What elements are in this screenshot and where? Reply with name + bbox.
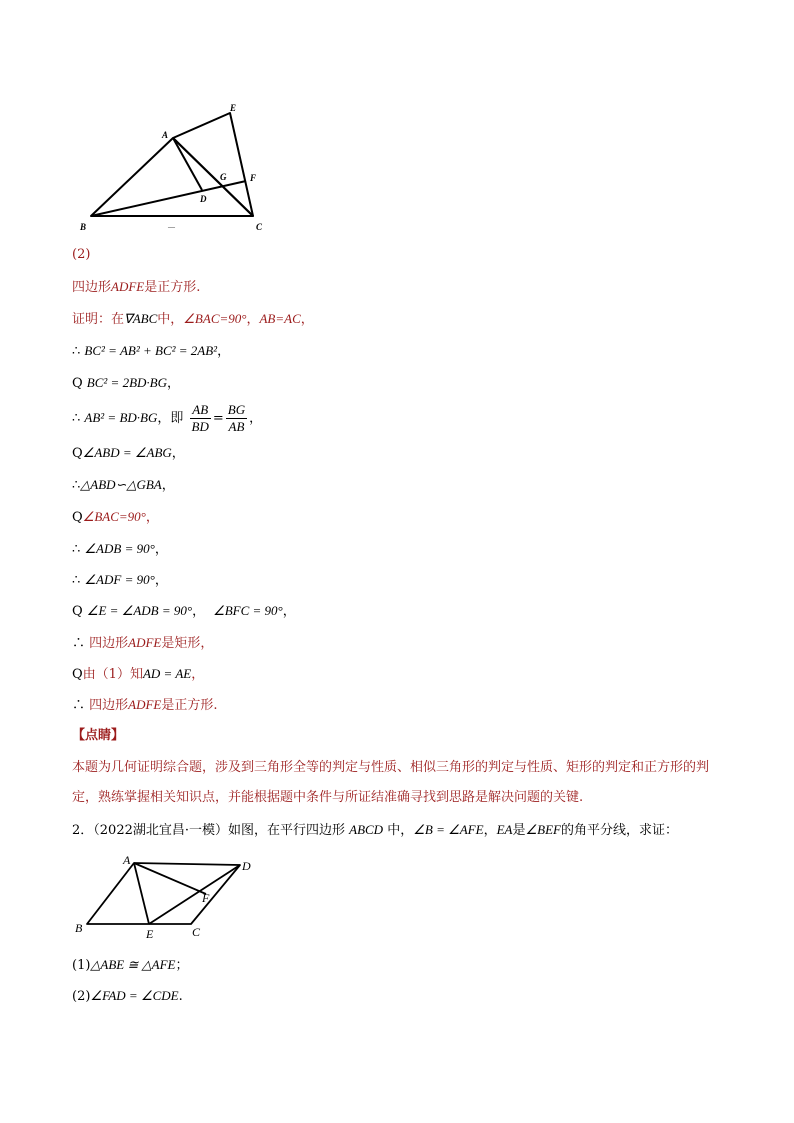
fig1-label-b: B — [80, 222, 87, 232]
step-12-prefix: ∴ — [72, 698, 90, 713]
step-10-var: ADFE — [128, 635, 162, 650]
step-7-prefix: ∴ — [72, 542, 85, 557]
problem-2-mid-1: 中， — [383, 823, 414, 838]
step-4 — [72, 445, 185, 462]
step-8-math: ∠ADF = 90° — [84, 572, 155, 587]
step-3 — [72, 400, 262, 437]
q1-end: ； — [175, 958, 189, 973]
fig1-base-mark: — — [168, 223, 175, 231]
step-7 — [72, 541, 168, 558]
claim-suffix: 是正方形. — [144, 280, 201, 295]
step-3-prefix: ∴ — [72, 411, 85, 426]
claim-line — [72, 279, 200, 296]
fig2-label-e: E — [146, 927, 154, 941]
fig2-label-b: B — [75, 921, 83, 935]
step-9 — [72, 603, 296, 620]
step-11-prefix: Q — [72, 667, 83, 682]
step-10-text: 四边形 — [89, 636, 129, 651]
fraction-2-numerator: BG — [227, 402, 246, 417]
problem-2-stem — [72, 822, 678, 839]
claim-var: ADFE — [111, 279, 145, 294]
dianjing-title: 【点睛】 — [72, 728, 125, 743]
step-12-suffix: 是正方形. — [161, 698, 218, 713]
fraction-end: ， — [249, 411, 263, 426]
step-12 — [72, 697, 218, 714]
part-index: (2) — [72, 247, 91, 262]
step-11-text: 由（1）知 — [82, 667, 143, 682]
q2-end: . — [178, 989, 183, 1004]
fig2-label-f: F — [202, 891, 210, 905]
intro-end: ， — [300, 312, 314, 327]
figure-parallelogram — [70, 850, 270, 942]
problem-2-tail: 的角平分线，求证： — [560, 823, 678, 838]
q2-number: (2) — [72, 989, 91, 1004]
step-11-suffix: ， — [191, 667, 205, 682]
figure-triangle-square — [70, 98, 290, 238]
step-11 — [72, 666, 204, 683]
step-6-prefix: Q — [72, 510, 83, 525]
step-9-prefix: Q — [72, 604, 87, 619]
fraction-2-denominator: AB — [228, 419, 245, 434]
fraction-equals: = — [212, 411, 224, 426]
step-2-math: BC² = 2BD·BG — [86, 375, 167, 390]
step-3-suffix: ，即 — [157, 411, 184, 426]
fig1-label-g: G — [220, 172, 227, 182]
step-1-math: BC² = AB² + BC² = 2AB² — [84, 343, 218, 358]
fraction-1-numerator: AB — [190, 402, 211, 419]
step-6-suffix: ， — [145, 510, 159, 525]
angle-bef: ∠BEF — [525, 822, 561, 837]
claim-prefix: 四边形 — [72, 280, 112, 295]
step-4-prefix: Q — [72, 446, 83, 461]
ab-equals-ac: AB=AC — [259, 311, 301, 326]
fraction-ab-bd — [190, 402, 211, 435]
fig1-label-a: A — [162, 130, 169, 140]
step-9-math: ∠E = ∠ADB = 90° — [86, 603, 193, 618]
fraction-1-denominator: BD — [191, 419, 209, 434]
step-10-suffix: 是矩形， — [161, 636, 214, 651]
step-7-suffix: ， — [154, 542, 168, 557]
problem-2-intro: 2．（2022湖北宜昌·一模）如图，在平行四边形 — [72, 823, 350, 838]
triangle-abc: ∇ABC — [124, 311, 158, 326]
problem-2-mid-2: ， — [483, 823, 497, 838]
parallelogram-abcd: ABCD — [349, 822, 384, 837]
step-2-prefix: Q — [72, 376, 87, 391]
problem-2-q1 — [72, 957, 188, 974]
q1-number: (1) — [72, 958, 91, 973]
step-4-suffix: ， — [171, 446, 185, 461]
step-10-prefix: ∴ — [72, 636, 90, 651]
fraction-bg-ab — [226, 402, 247, 435]
step-9-suffix: ， — [192, 604, 206, 619]
fig2-label-a: A — [123, 853, 131, 867]
step-6-math: ∠BAC=90° — [82, 509, 146, 524]
step-5-prefix: ∴ — [72, 478, 81, 493]
step-12-var: ADFE — [128, 697, 162, 712]
step-1-prefix: ∴ — [72, 344, 85, 359]
intro-mid: 中， — [157, 312, 184, 327]
step-5 — [72, 477, 175, 494]
step-6 — [72, 509, 159, 526]
step-7-math: ∠ADB = 90° — [84, 541, 155, 556]
step-1-suffix: ， — [217, 344, 231, 359]
step-4-math: ∠ABD = ∠ABG — [82, 445, 172, 460]
step-9-end: ， — [282, 604, 296, 619]
angle-bfc: ∠BFC = 90° — [213, 603, 283, 618]
fig1-label-e: E — [230, 103, 237, 113]
step-8-suffix: ， — [154, 573, 168, 588]
segment-ea: EA — [496, 822, 513, 837]
step-8 — [72, 572, 168, 589]
step-8-prefix: ∴ — [72, 573, 85, 588]
step-2 — [72, 375, 180, 392]
step-5-math: △ABD∽△GBA — [80, 477, 162, 492]
step-5-suffix: ， — [161, 478, 175, 493]
dianjing-text: 本题为几何证明综合题，涉及到三角形全等的判定与性质、相似三角形的判定与性质、矩形的判定和正方形的判定，熟练掌握相关知识点，并能根据题中条件与所证结准确寻找到思路是解决问题的关键. — [72, 760, 710, 805]
proof-intro-line — [72, 311, 314, 328]
q1-statement: △ABE ≅ △AFE — [90, 957, 176, 972]
step-3-math: AB² = BD·BG — [84, 410, 158, 425]
angle-bac: ∠BAC=90° — [183, 311, 247, 326]
fig2-label-d: D — [242, 859, 251, 873]
fig1-label-d: D — [200, 194, 207, 204]
problem-2-mid-3: 是 — [512, 823, 526, 838]
step-1 — [72, 343, 230, 360]
intro-comma: ， — [246, 312, 260, 327]
proof-intro: 证明：在 — [72, 312, 125, 327]
step-2-suffix: ， — [167, 376, 181, 391]
angle-b-equals-afe: ∠B = ∠AFE — [413, 822, 484, 837]
step-10 — [72, 635, 213, 652]
fig2-label-c: C — [192, 925, 201, 939]
q2-statement: ∠FAD = ∠CDE — [90, 988, 179, 1003]
ad-equals-ae: AD = AE — [142, 666, 192, 681]
problem-2-q2 — [72, 988, 183, 1005]
fig1-label-f: F — [250, 173, 257, 183]
step-12-text: 四边形 — [89, 698, 129, 713]
fig1-label-c: C — [256, 222, 263, 232]
